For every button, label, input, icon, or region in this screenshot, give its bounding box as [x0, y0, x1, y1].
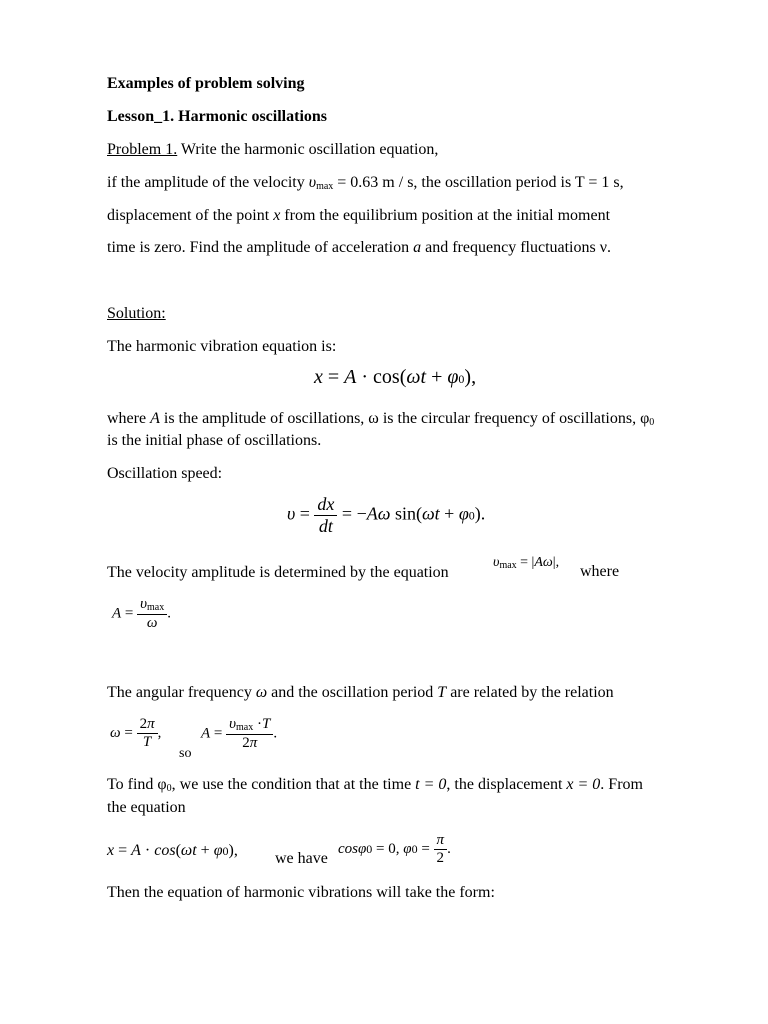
equation-harmonic: x = A · cos(ωt + φ0), [314, 366, 477, 388]
solution-line-3: is the initial phase of oscillations. [107, 432, 322, 449]
problem-line-2 [107, 173, 624, 197]
solution-line-6 [107, 683, 614, 703]
where-label: where [580, 563, 620, 580]
solution-line-9: Then the equation of harmonic vibrations will take the form: [107, 884, 495, 901]
text: where [107, 410, 151, 427]
problem-line-3 [107, 206, 610, 226]
equation-omega: ω = $\frac{2\pi}{T}$ , [110, 716, 162, 751]
solution-line-2 [107, 409, 654, 433]
doc-title: Examples of problem solving [107, 75, 305, 92]
problem-text: Write the harmonic oscillation equation, [177, 141, 439, 158]
text: = 0.63 m / s, the oscillation period is T = 1 s, [333, 174, 624, 191]
subscript: 0 [649, 417, 655, 428]
text: To find φ [107, 776, 167, 793]
text: are related by the relation [446, 684, 614, 701]
equation-amplitude-period: A = $\frac{\upsilon_{max} \cdot T}{2\pi}$ . [201, 716, 278, 751]
text: The velocity amplitude is determined by the equation [107, 564, 449, 581]
velocity-symbol: υ [308, 174, 317, 191]
text: , the displacement [446, 776, 567, 793]
solution-line-7 [107, 775, 643, 799]
problem-line-4 [107, 238, 611, 258]
solution-line-1: The harmonic vibration equation is: [107, 338, 337, 355]
problem-line-1 [107, 140, 438, 160]
text: is the amplitude of oscillations, ω is the circular frequency of oscillations, φ [159, 410, 650, 427]
equation-velocity: υ = $\frac{dx}{dt}$ = −Aω sin(ωt + φ0). [287, 494, 486, 536]
text: displacement of the point [107, 207, 274, 224]
equation-amplitude: A = $\frac{\upsilon_{max}}{\omega}$ . [112, 596, 171, 631]
text: time is zero. Find the amplitude of acceleration [107, 239, 414, 256]
subscript: 0 [166, 783, 172, 794]
x-symbol: x [273, 207, 281, 224]
text: and the oscillation period [267, 684, 438, 701]
so-label: so [179, 746, 192, 761]
subscript: max [316, 181, 334, 192]
solution-line-5 [107, 563, 449, 583]
x-expression: x = 0 [566, 776, 601, 793]
text: The angular frequency [107, 684, 256, 701]
omega-symbol: ω [255, 684, 268, 701]
text: and frequency fluctuations ν. [421, 239, 611, 256]
equation-harmonic-2: x = A · cos(ωt + φ0), [107, 842, 238, 859]
equation-phase: cosφ0 = 0, φ0 = $\frac{\pi}{2}$ . [338, 832, 451, 867]
solution-line-4: Oscillation speed: [107, 465, 223, 482]
t-expression: t = 0 [415, 776, 447, 793]
equation-vmax: $\upsilon_{max} = |A\omega|$, [493, 555, 560, 571]
we-have-label: we have [275, 850, 328, 867]
problem-label: Problem 1. [107, 141, 178, 158]
text: from the equilibrium position at the initial moment [280, 207, 611, 224]
solution-line-8: the equation [107, 799, 186, 816]
solution-label: Solution: [107, 305, 166, 322]
a-symbol: a [413, 239, 422, 256]
text: . From [600, 776, 643, 793]
text: if the amplitude of the velocity [107, 174, 309, 191]
text: , we use the condition that at the time [171, 776, 416, 793]
T-symbol: T [437, 684, 447, 701]
lesson-heading: Lesson_1. Harmonic oscillations [107, 108, 328, 125]
A-symbol: A [150, 410, 160, 427]
